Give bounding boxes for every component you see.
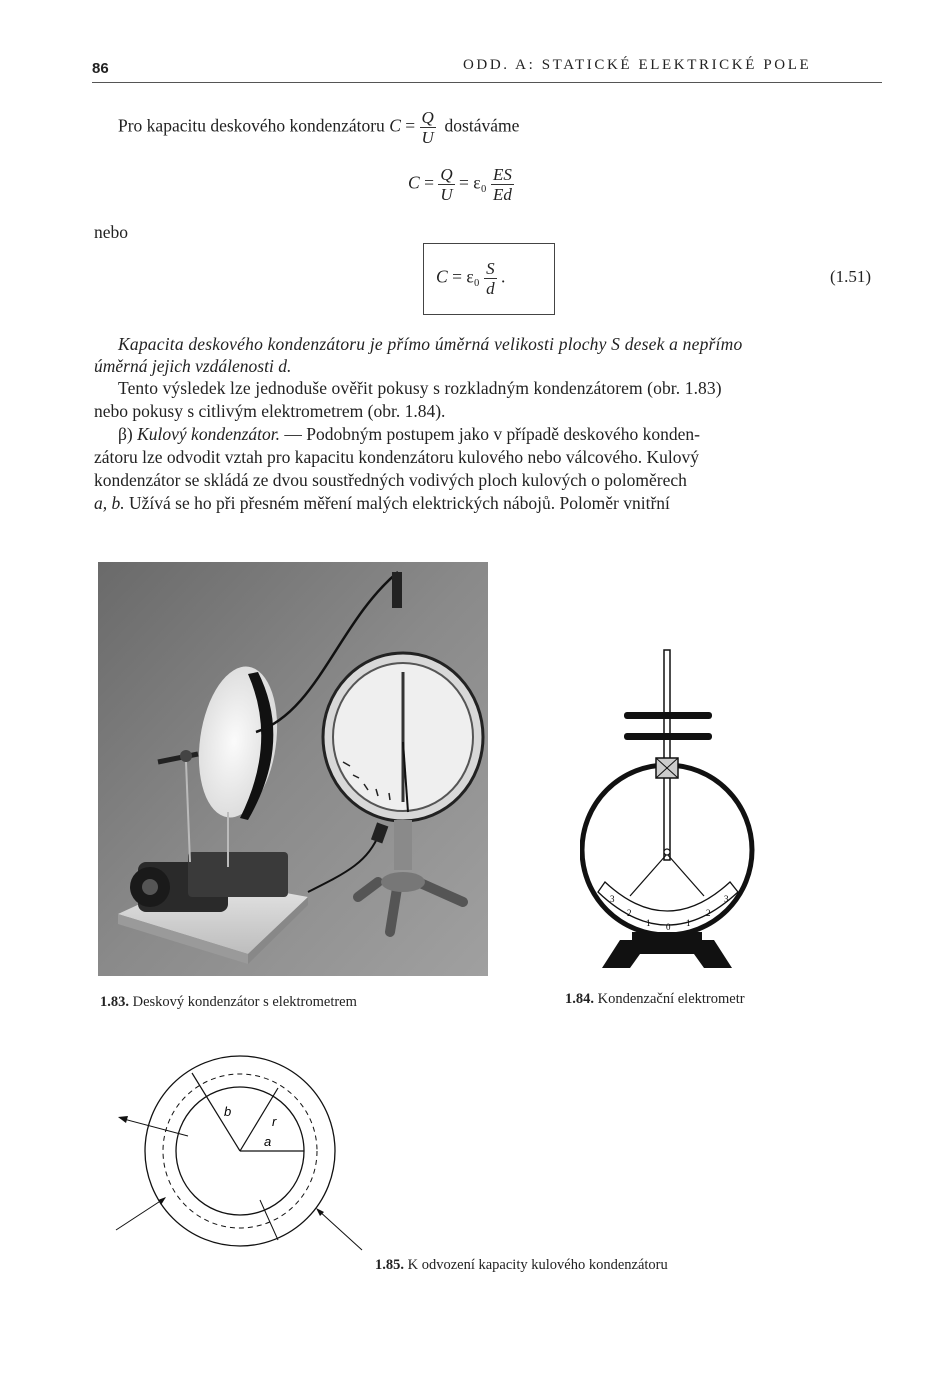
frac-num: Q xyxy=(440,165,453,184)
scale-label: 1 xyxy=(686,918,691,928)
math-eps0: ε₀ xyxy=(473,172,487,193)
label-r: r xyxy=(272,1114,277,1129)
scale-label: 2 xyxy=(627,908,632,918)
math-eq: = xyxy=(424,172,434,193)
page-number: 86 xyxy=(92,60,109,77)
scale-label: 3 xyxy=(610,894,615,904)
equation-number: (1.51) xyxy=(830,267,872,286)
label-a: a xyxy=(264,1134,272,1149)
figure-183-photo xyxy=(98,562,488,976)
scale-label: 2 xyxy=(706,908,711,918)
body-line-3: Tento výsledek lze jednoduše ověřit pokusy s rozkladným kondenzátorem (obr. 1.83) xyxy=(118,378,722,398)
radius-b xyxy=(192,1073,240,1151)
frac-num: ES xyxy=(493,165,512,184)
caption-184-number: 1.84. xyxy=(565,991,594,1007)
body-line-8 xyxy=(94,492,670,514)
body-line-6: zátoru lze odvodit vztah pro kapacitu kondenzátoru kulového nebo válcového. Kulový xyxy=(94,447,700,467)
boxed-equation xyxy=(436,259,505,298)
body-line-7: kondenzátor se skládá ze dvou soustředných vodivých ploch kulových o poloměrech xyxy=(94,470,687,490)
fraction-q-over-u xyxy=(420,108,436,147)
frac-num: Q xyxy=(421,108,434,127)
fraction-q-over-u xyxy=(438,165,454,204)
caption-183-number: 1.83. xyxy=(100,994,129,1010)
body-line-8-rest: Užívá se ho při přesném měření malých elektrických nábojů. Poloměr vnitřní xyxy=(129,493,670,513)
caption-183 xyxy=(100,994,357,1011)
fraction-es-over-ed xyxy=(491,165,514,204)
math-eq: = xyxy=(458,172,469,193)
math-eq: = xyxy=(452,266,462,287)
math-C: C xyxy=(389,115,401,136)
math-eps0: ε₀ xyxy=(466,266,480,287)
intro-line xyxy=(118,108,519,147)
leaf-right xyxy=(667,854,704,896)
figure-185-diagram xyxy=(100,1040,400,1290)
leader-line-lower-left xyxy=(116,1198,165,1230)
frac-den: U xyxy=(440,185,453,204)
math-C: C xyxy=(436,266,448,287)
body-line-5-rest: — Podobným postupem jako v případě deskového konden- xyxy=(284,424,700,444)
caption-184 xyxy=(565,991,745,1008)
section-title-kulovy: Kulový kondenzátor. xyxy=(137,424,281,444)
radii-ab: a, b. xyxy=(94,493,125,513)
capacitor-plate-top xyxy=(624,712,712,719)
running-title: ODD. A: STATICKÉ ELEKTRICKÉ POLE xyxy=(463,57,812,73)
leaf-left xyxy=(630,854,667,896)
electrometer-rod xyxy=(664,650,670,860)
display-equation-1 xyxy=(408,165,514,204)
capacitor-plate-bottom xyxy=(624,733,712,740)
scale-label: 3 xyxy=(724,894,729,904)
math-eq: = xyxy=(405,115,416,136)
frac-num: S xyxy=(486,259,495,278)
header-rule xyxy=(92,82,882,83)
caption-185 xyxy=(375,1257,668,1274)
frac-den: U xyxy=(421,128,434,147)
caption-184-text: Kondenzační elektrometr xyxy=(597,991,745,1007)
frac-den: Ed xyxy=(493,185,512,204)
leader-line-right xyxy=(318,1210,362,1250)
math-dot: . xyxy=(501,266,506,287)
math-C: C xyxy=(408,172,420,193)
intro-text-after: dostáváme xyxy=(444,115,520,136)
scale-label: 0 xyxy=(666,922,671,932)
body-line-4: nebo pokusy s citlivým elektrometrem (obr. 1.84). xyxy=(94,401,446,421)
frac-den: d xyxy=(486,279,495,298)
caption-185-number: 1.85. xyxy=(375,1257,404,1273)
leader-arrow-left xyxy=(120,1118,188,1136)
body-line-5 xyxy=(118,423,700,445)
beta-marker: β) xyxy=(118,424,133,444)
scale-label: 1 xyxy=(646,918,651,928)
label-b: b xyxy=(224,1104,232,1119)
caption-185-text: K odvození kapacity kulového kondenzátoru xyxy=(407,1257,668,1273)
leader-line-bottom xyxy=(260,1200,278,1240)
caption-183-text: Deskový kondenzátor s elektrometrem xyxy=(132,994,357,1010)
intro-text-before: Pro kapacitu deskového kondenzátoru xyxy=(118,115,385,136)
nebo-text: nebo xyxy=(94,222,129,242)
fraction-s-over-d xyxy=(484,259,497,298)
figure-184-diagram xyxy=(580,640,780,975)
body-line-1: Kapacita deskového kondenzátoru je přímo úměrná velikosti plochy S desek a nepřímo xyxy=(118,334,743,354)
body-line-2: úměrná jejich vzdálenosti d. xyxy=(94,356,292,376)
